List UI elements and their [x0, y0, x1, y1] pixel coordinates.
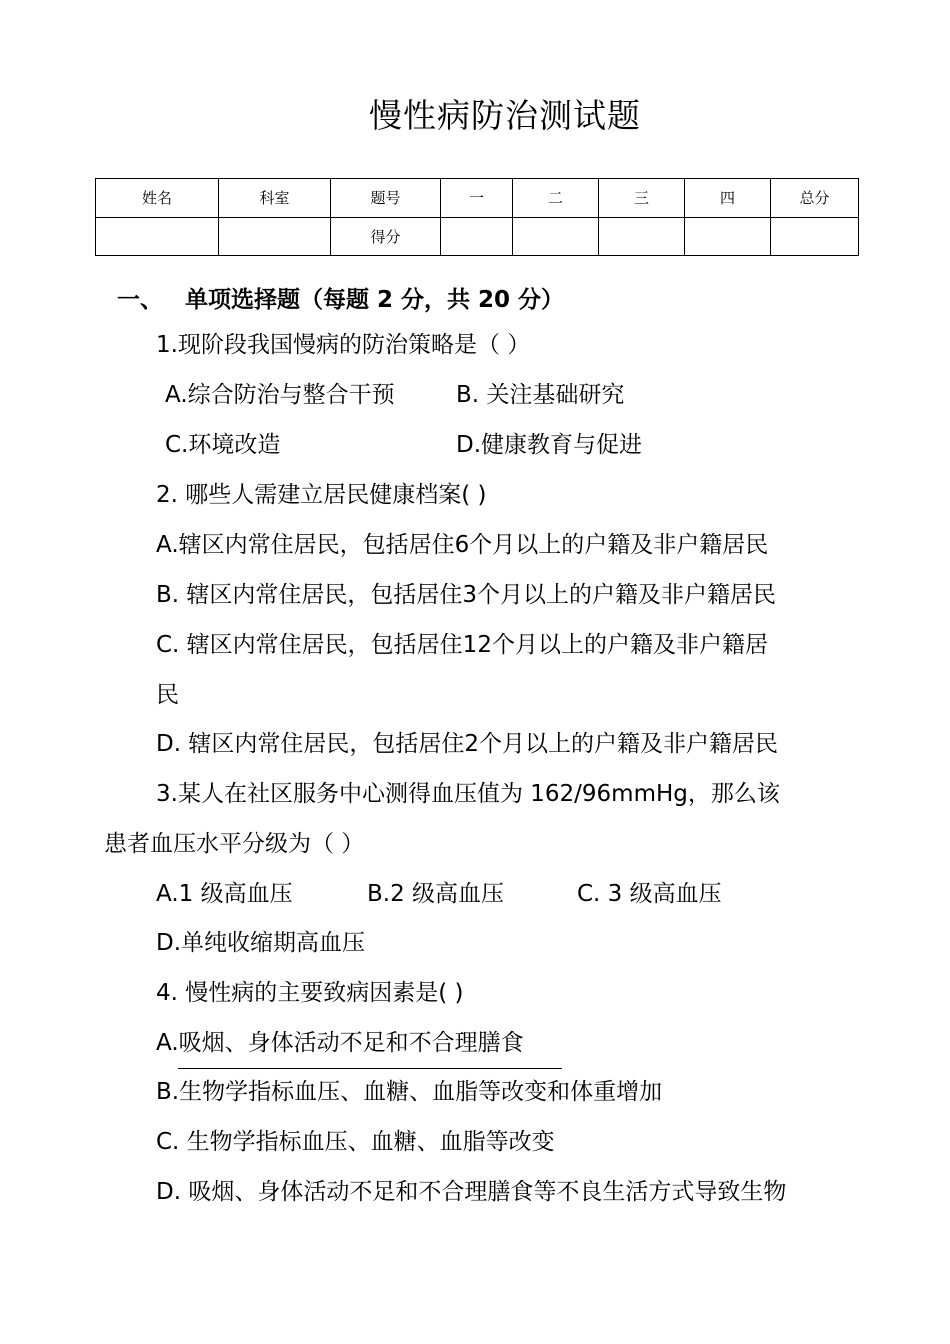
- q2-option-a: A.辖区内常住居民，包括居住6个月以上的户籍及非户籍居民: [156, 532, 769, 558]
- name-value-cell: [96, 217, 219, 256]
- name-header-cell: 姓名: [96, 179, 219, 218]
- page-title: 慢性病防治测试题: [369, 96, 641, 135]
- question-number-header-cell: 题号: [331, 179, 441, 218]
- q3-stem-line2: 患者血压水平分级为（ ）: [104, 831, 365, 857]
- q2-stem: 2. 哪些人需建立居民健康档案( ): [156, 482, 487, 508]
- q3-stem-line1: 3.某人在社区服务中心测得血压值为 162/96mmHg，那么该: [156, 781, 780, 807]
- score-table-score-row: [96, 217, 859, 256]
- answer-underline: [178, 1068, 562, 1069]
- section-number: 一、: [117, 287, 163, 313]
- q1-option-c: C.环境改造: [165, 432, 281, 458]
- q3-option-b: B.2 级高血压: [367, 881, 505, 907]
- part-three-score-cell: [599, 217, 685, 256]
- total-score-header-cell: 总分: [771, 179, 859, 218]
- part-four-header-cell: 四: [685, 179, 771, 218]
- q4-stem: 4. 慢性病的主要致病因素是( ): [156, 980, 464, 1006]
- part-one-header-cell: 一: [441, 179, 513, 218]
- q1-option-a: A.综合防治与整合干预: [165, 382, 395, 408]
- q4-option-d: D. 吸烟、身体活动不足和不合理膳食等不良生活方式导致生物: [156, 1179, 787, 1205]
- score-table: [95, 178, 859, 256]
- part-two-header-cell: 二: [513, 179, 599, 218]
- q4-option-c: C. 生物学指标血压、血糖、血脂等改变: [156, 1129, 555, 1155]
- part-one-score-cell: [441, 217, 513, 256]
- q4-option-b: B.生物学指标血压、血糖、血脂等改变和体重增加: [156, 1079, 663, 1105]
- q1-stem: 1.现阶段我国慢病的防治策略是（ ）: [156, 332, 531, 358]
- q3-option-c: C. 3 级高血压: [577, 881, 722, 907]
- q1-option-b: B. 关注基础研究: [456, 382, 625, 408]
- q3-option-d: D.单纯收缩期高血压: [156, 930, 366, 956]
- score-table-header-row: [96, 179, 859, 218]
- department-value-cell: [219, 217, 331, 256]
- q3-option-a: A.1 级高血压: [156, 881, 293, 907]
- q2-option-c-line2: 民: [156, 682, 179, 708]
- q1-option-d: D.健康教育与促进: [456, 432, 643, 458]
- part-two-score-cell: [513, 217, 599, 256]
- q2-option-d: D. 辖区内常住居民，包括居住2个月以上的户籍及非户籍居民: [156, 731, 778, 757]
- q2-option-c-line1: C. 辖区内常住居民，包括居住12个月以上的户籍及非户籍居: [156, 632, 768, 658]
- section-title: 单项选择题（每题 2 分，共 20 分）: [185, 287, 565, 313]
- total-score-cell: [771, 217, 859, 256]
- section-one-heading: [117, 281, 564, 314]
- part-four-score-cell: [685, 217, 771, 256]
- part-three-header-cell: 三: [599, 179, 685, 218]
- q4-option-a: A.吸烟、身体活动不足和不合理膳食: [156, 1030, 524, 1056]
- department-header-cell: 科室: [219, 179, 331, 218]
- q2-option-b: B. 辖区内常住居民，包括居住3个月以上的户籍及非户籍居民: [156, 582, 777, 608]
- score-label-cell: 得分: [331, 217, 441, 256]
